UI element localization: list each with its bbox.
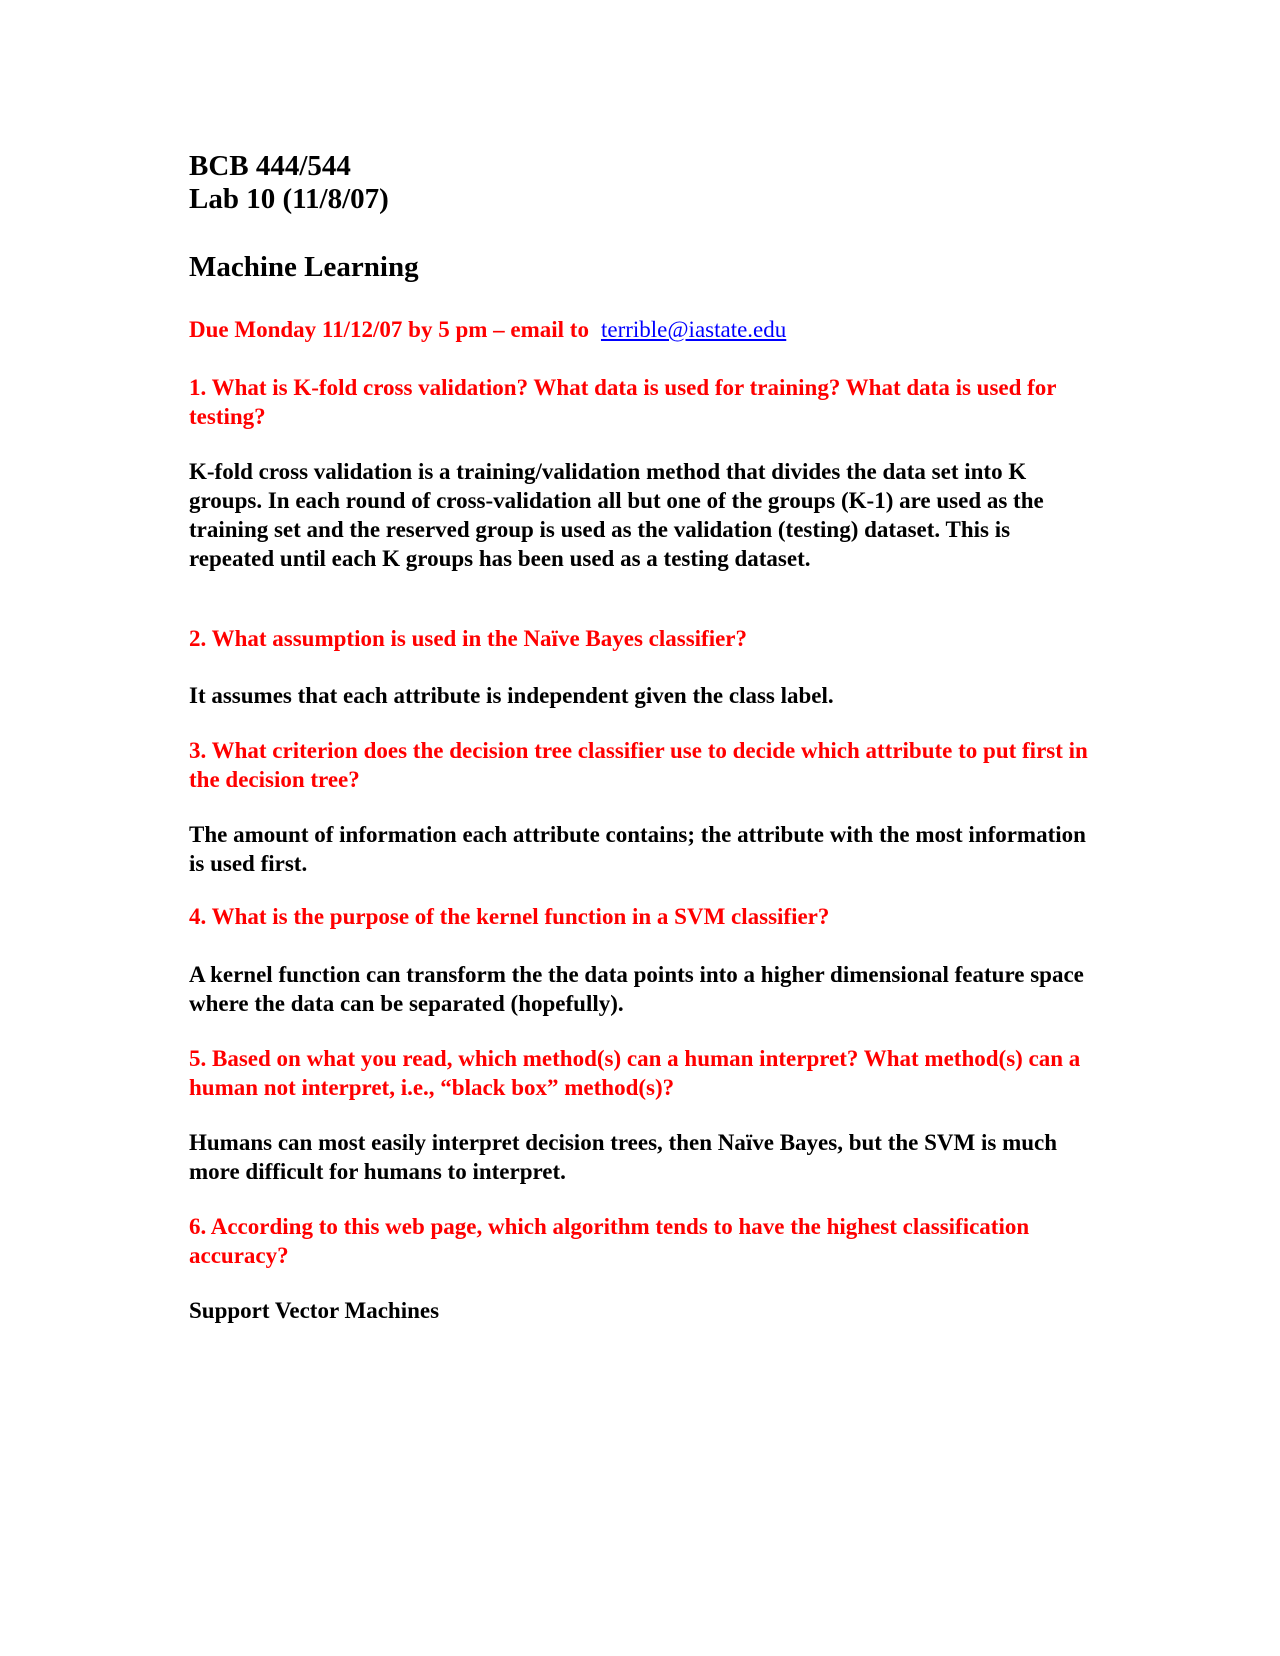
document-page	[189, 150, 1089, 1323]
due-line	[189, 316, 786, 344]
due-text: Due Monday 11/12/07 by 5 pm – email to	[189, 317, 589, 342]
answer-2: It assumes that each attribute is independent given the class label.	[189, 683, 834, 708]
lab-number-date: Lab 10 (11/8/07)	[189, 183, 389, 215]
answer-3: The amount of information each attribute contains; the attribute with the most information is used first.	[189, 822, 1086, 876]
question-1: 1. What is K-fold cross validation? What data is used for training? What data is used for testing?	[189, 375, 1057, 429]
question-5: 5. Based on what you read, which method(s) can a human interpret? What method(s) can a human not interpret, i.e., “black box” method(s)?	[189, 1046, 1081, 1100]
question-4: 4. What is the purpose of the kernel function in a SVM classifier?	[189, 904, 830, 929]
answer-6: Support Vector Machines	[189, 1298, 440, 1323]
question-2: 2. What assumption is used in the Naïve Bayes classifier?	[189, 626, 748, 651]
answer-4: A kernel function can transform the the data points into a higher dimensional feature space where the data can be separated (hopefully).	[189, 962, 1084, 1016]
question-6: 6. According to this web page, which algorithm tends to have the highest classification accuracy?	[189, 1214, 1030, 1268]
document-title: Machine Learning	[189, 251, 419, 283]
answer-1: K-fold cross validation is a training/validation method that divides the data set into K groups. In each round of cross-validation all but one of the groups (K-1) are used as the training set and the reserved group is used as the validation (testing) dataset. This is repeated until each K groups has been used as a testing dataset.	[189, 459, 1044, 571]
course-code: BCB 444/544	[189, 150, 351, 182]
email-link[interactable]: terrible@iastate.edu	[600, 317, 787, 342]
question-3: 3. What criterion does the decision tree classifier use to decide which attribute to put first in the decision tree?	[189, 738, 1088, 792]
answer-5: Humans can most easily interpret decision trees, then Naïve Bayes, but the SVM is much more difficult for humans to interpret.	[189, 1130, 1058, 1184]
